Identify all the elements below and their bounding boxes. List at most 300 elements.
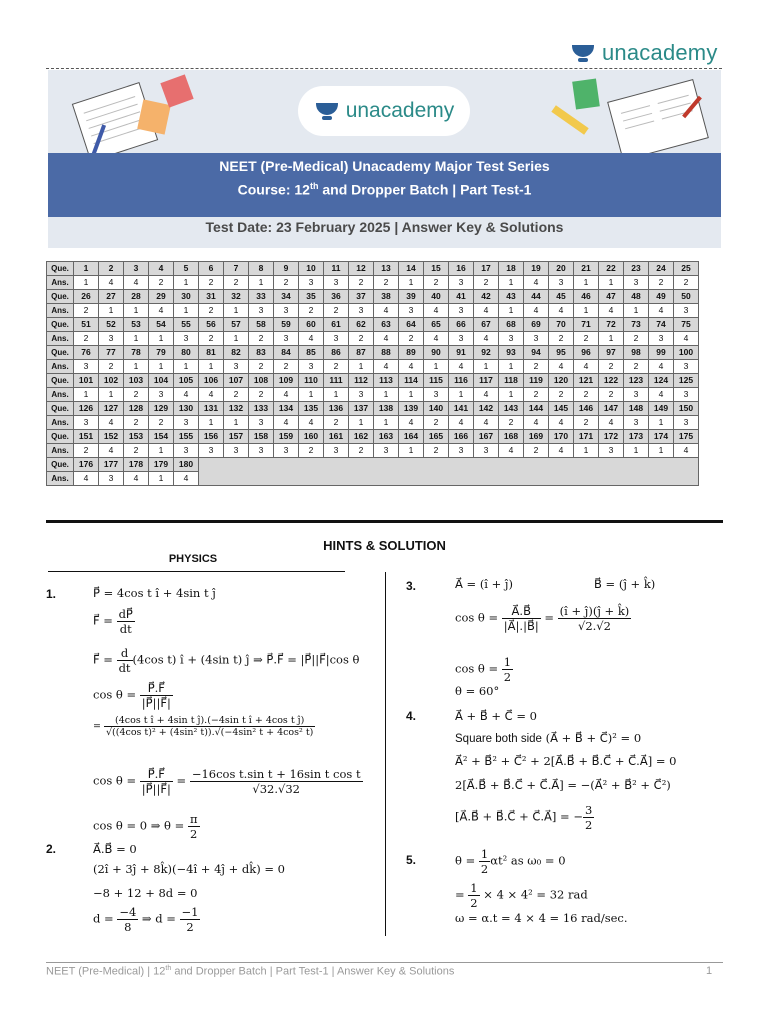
answer-cell: 3 [274, 332, 299, 346]
answer-cell: 2 [524, 388, 549, 402]
solution-line: F⃗ = $\frac{dP⃗}{dt}$ [93, 607, 133, 636]
answer-cell: 3 [224, 444, 249, 458]
question-cell: 68 [499, 318, 524, 332]
answer-cell: 4 [124, 276, 149, 290]
answer-cell: 1 [324, 388, 349, 402]
question-cell: 16 [449, 262, 474, 276]
answer-cell: 4 [199, 388, 224, 402]
question-cell: 75 [674, 318, 699, 332]
solution-line: ω = α.t = 4 × 4 = 16 rad/sec. [455, 911, 628, 925]
solution-line: Square both side (A⃗ + B⃗ + C⃗)² = 0 [455, 731, 642, 745]
question-cell: 13 [374, 262, 399, 276]
question-label: Que. [47, 458, 74, 472]
answer-cell: 2 [324, 360, 349, 374]
question-cell: 98 [624, 346, 649, 360]
answer-cell: 2 [299, 304, 324, 318]
answer-cell: 1 [224, 332, 249, 346]
answer-cell: 3 [674, 416, 699, 430]
question-cell: 15 [424, 262, 449, 276]
solution-line: [A⃗.B⃗ + B⃗.C⃗ + C⃗.A⃗] = − $\frac{3}{2}$ [455, 803, 593, 832]
question-row [47, 402, 699, 416]
answer-cell: 1 [174, 276, 199, 290]
answer-cell: 1 [99, 388, 124, 402]
solution-line: cos θ = $\frac{1}{2}$ [455, 655, 512, 684]
answer-cell: 3 [299, 360, 324, 374]
question-cell: 108 [249, 374, 274, 388]
answer-cell: 1 [649, 416, 674, 430]
answer-cell: 1 [574, 304, 599, 318]
answer-cell: 2 [349, 332, 374, 346]
answer-cell: 3 [449, 304, 474, 318]
answer-cell: 3 [624, 388, 649, 402]
answer-cell: 4 [99, 444, 124, 458]
answer-cell: 2 [299, 444, 324, 458]
question-cell: 103 [124, 374, 149, 388]
question-label: Que. [47, 402, 74, 416]
question-row [47, 430, 699, 444]
question-cell: 71 [574, 318, 599, 332]
answer-cell: 3 [449, 332, 474, 346]
question-cell: 86 [324, 346, 349, 360]
question-cell: 41 [449, 290, 474, 304]
answer-cell: 4 [424, 304, 449, 318]
question-cell: 6 [199, 262, 224, 276]
question-cell: 120 [549, 374, 574, 388]
question-cell: 171 [574, 430, 599, 444]
question-cell: 126 [74, 402, 99, 416]
question-cell: 8 [249, 262, 274, 276]
answer-cell: 2 [74, 444, 99, 458]
answer-row [47, 444, 699, 458]
solution-line: θ = $\frac{1}{2}$ αt² as ω₀ = 0 [455, 847, 566, 876]
question-cell: 21 [574, 262, 599, 276]
answer-cell: 4 [599, 304, 624, 318]
answer-cell: 3 [449, 444, 474, 458]
answer-cell: 1 [574, 276, 599, 290]
answer-cell: 4 [374, 332, 399, 346]
answer-cell: 4 [274, 388, 299, 402]
answer-cell: 3 [174, 416, 199, 430]
answer-row [47, 304, 699, 318]
answer-cell: 2 [649, 276, 674, 290]
question-number: 3. [406, 579, 417, 593]
question-number: 4. [406, 709, 417, 723]
question-cell: 33 [249, 290, 274, 304]
answer-key-table [46, 261, 699, 486]
question-cell: 150 [674, 402, 699, 416]
answer-cell: 3 [349, 304, 374, 318]
question-cell: 174 [649, 430, 674, 444]
question-cell: 40 [424, 290, 449, 304]
question-cell: 34 [274, 290, 299, 304]
answer-cell: 2 [574, 388, 599, 402]
question-cell: 19 [524, 262, 549, 276]
question-cell: 135 [299, 402, 324, 416]
answer-cell: 4 [549, 360, 574, 374]
answer-cell: 4 [299, 332, 324, 346]
test-date: Test Date: 23 February 2025 | Answer Key & Solutions [205, 219, 564, 235]
question-cell: 96 [574, 346, 599, 360]
question-cell: 95 [549, 346, 574, 360]
solution-line: d = $\frac{-4}{8}$ ⇒ d = $\frac{-1}{2}$ [93, 905, 199, 934]
answer-cell: 2 [199, 304, 224, 318]
solution-line: = $\frac{\text{(4cos t î + 4sin t ĵ).(−4sin t î + 4cos t ĵ)}}{\text{√((4cos t)² + (4sin² t)).√(−4sin² t + 4cos² t)}}$ [93, 715, 314, 738]
answer-cell: 4 [649, 360, 674, 374]
answer-cell: 1 [424, 360, 449, 374]
answer-cell: 2 [524, 360, 549, 374]
answer-cell: 4 [99, 416, 124, 430]
question-cell: 55 [174, 318, 199, 332]
answer-cell: 4 [374, 360, 399, 374]
question-cell: 59 [274, 318, 299, 332]
answer-cell: 1 [599, 332, 624, 346]
question-cell: 30 [174, 290, 199, 304]
question-cell: 169 [524, 430, 549, 444]
question-cell: 90 [424, 346, 449, 360]
answer-cell: 3 [224, 360, 249, 374]
answer-cell: 2 [424, 276, 449, 290]
answer-cell: 3 [249, 444, 274, 458]
question-label: Que. [47, 374, 74, 388]
answer-cell: 4 [549, 304, 574, 318]
answer-cell: 3 [424, 388, 449, 402]
question-cell: 145 [549, 402, 574, 416]
answer-cell: 3 [199, 444, 224, 458]
answer-cell: 4 [649, 388, 674, 402]
answer-cell: 1 [624, 304, 649, 318]
answer-cell: 3 [174, 444, 199, 458]
question-cell: 148 [624, 402, 649, 416]
empty-cell [199, 458, 699, 486]
answer-cell: 3 [549, 276, 574, 290]
solution-line: P⃗ = 4cos t î + 4sin t ĵ [93, 586, 216, 600]
question-cell: 56 [199, 318, 224, 332]
question-cell: 180 [174, 458, 199, 472]
answer-cell: 1 [74, 388, 99, 402]
question-cell: 157 [224, 430, 249, 444]
question-cell: 1 [74, 262, 99, 276]
answer-cell: 1 [399, 444, 424, 458]
question-cell: 122 [599, 374, 624, 388]
question-cell: 17 [474, 262, 499, 276]
answer-cell: 3 [674, 360, 699, 374]
footer-text: NEET (Pre-Medical) | 12th and Dropper Batch | Part Test-1 | Answer Key & Solutions [46, 965, 455, 978]
question-label: Que. [47, 290, 74, 304]
question-cell: 161 [324, 430, 349, 444]
question-cell: 44 [524, 290, 549, 304]
answer-cell: 1 [224, 416, 249, 430]
unacademy-logo-icon [570, 43, 596, 63]
question-cell: 69 [524, 318, 549, 332]
answer-label: Ans. [47, 332, 74, 346]
question-cell: 130 [174, 402, 199, 416]
question-cell: 102 [99, 374, 124, 388]
question-cell: 37 [349, 290, 374, 304]
answer-cell: 1 [299, 388, 324, 402]
answer-cell: 4 [274, 416, 299, 430]
question-label: Que. [47, 262, 74, 276]
answer-cell: 1 [199, 416, 224, 430]
question-cell: 42 [474, 290, 499, 304]
answer-cell: 2 [149, 416, 174, 430]
answer-cell: 4 [599, 416, 624, 430]
question-cell: 93 [499, 346, 524, 360]
answer-row [47, 276, 699, 290]
question-cell: 147 [599, 402, 624, 416]
answer-cell: 1 [124, 304, 149, 318]
answer-cell: 1 [149, 360, 174, 374]
answer-cell: 1 [374, 388, 399, 402]
answer-cell: 4 [524, 304, 549, 318]
question-cell: 155 [174, 430, 199, 444]
answer-cell: 3 [624, 416, 649, 430]
answer-cell: 1 [149, 472, 174, 486]
question-cell: 85 [299, 346, 324, 360]
answer-label: Ans. [47, 444, 74, 458]
answer-cell: 4 [374, 304, 399, 318]
question-cell: 109 [274, 374, 299, 388]
question-cell: 54 [149, 318, 174, 332]
question-cell: 113 [374, 374, 399, 388]
question-label: Que. [47, 346, 74, 360]
answer-label: Ans. [47, 416, 74, 430]
question-cell: 72 [599, 318, 624, 332]
question-cell: 111 [324, 374, 349, 388]
answer-row [47, 360, 699, 374]
answer-cell: 1 [474, 360, 499, 374]
answer-cell: 2 [74, 304, 99, 318]
question-cell: 38 [374, 290, 399, 304]
answer-cell: 2 [424, 444, 449, 458]
question-cell: 27 [99, 290, 124, 304]
course-title: Course: 12th and Dropper Batch | Part Test-1 [237, 181, 532, 198]
answer-cell: 1 [574, 444, 599, 458]
answer-cell: 4 [674, 444, 699, 458]
question-number: 1. [46, 587, 57, 601]
question-cell: 65 [424, 318, 449, 332]
question-cell: 78 [124, 346, 149, 360]
answer-cell: 3 [524, 332, 549, 346]
answer-cell: 1 [99, 304, 124, 318]
question-cell: 163 [374, 430, 399, 444]
answer-label: Ans. [47, 276, 74, 290]
answer-cell: 4 [649, 304, 674, 318]
answer-cell: 1 [449, 388, 474, 402]
answer-cell: 2 [574, 332, 599, 346]
answer-cell: 1 [174, 360, 199, 374]
question-cell: 43 [499, 290, 524, 304]
question-cell: 140 [424, 402, 449, 416]
answer-cell: 3 [349, 388, 374, 402]
answer-cell: 1 [499, 276, 524, 290]
question-cell: 116 [449, 374, 474, 388]
answer-cell: 3 [674, 304, 699, 318]
question-cell: 28 [124, 290, 149, 304]
question-cell: 73 [624, 318, 649, 332]
question-cell: 167 [474, 430, 499, 444]
question-cell: 29 [149, 290, 174, 304]
question-number: 5. [406, 853, 417, 867]
page-number: 1 [706, 965, 713, 977]
question-cell: 49 [649, 290, 674, 304]
answer-cell: 3 [324, 444, 349, 458]
column-divider [385, 572, 386, 936]
answer-cell: 2 [624, 332, 649, 346]
answer-cell: 2 [324, 304, 349, 318]
subject-underline [48, 571, 345, 572]
answer-cell: 2 [424, 416, 449, 430]
question-cell: 39 [399, 290, 424, 304]
answer-cell: 1 [199, 360, 224, 374]
answer-cell: 1 [174, 304, 199, 318]
answer-cell: 3 [249, 304, 274, 318]
question-cell: 132 [224, 402, 249, 416]
question-row [47, 318, 699, 332]
answer-cell: 1 [349, 416, 374, 430]
answer-cell: 4 [449, 360, 474, 374]
question-cell: 99 [649, 346, 674, 360]
question-cell: 79 [149, 346, 174, 360]
solution-line: −8 + 12 + 8d = 0 [93, 886, 198, 900]
question-row [47, 346, 699, 360]
answer-cell: 2 [349, 444, 374, 458]
question-cell: 70 [549, 318, 574, 332]
solution-line: cos θ = 0 ⇒ θ = $\frac{\pi}{2}$ [93, 812, 198, 841]
answer-row [47, 332, 699, 346]
banner-logo [298, 86, 470, 136]
question-cell: 115 [424, 374, 449, 388]
question-cell: 156 [199, 430, 224, 444]
answer-cell: 1 [599, 276, 624, 290]
section-divider [46, 520, 723, 523]
answer-cell: 4 [524, 416, 549, 430]
answer-cell: 2 [399, 332, 424, 346]
answer-cell: 1 [624, 444, 649, 458]
answer-cell: 4 [174, 472, 199, 486]
answer-cell: 2 [199, 332, 224, 346]
answer-cell: 2 [99, 360, 124, 374]
question-cell: 74 [649, 318, 674, 332]
solution-line: = $\frac{1}{2}$ × 4 × 4² = 32 rad [455, 881, 588, 910]
solution-line: θ = 60° [455, 684, 500, 698]
question-cell: 117 [474, 374, 499, 388]
question-cell: 35 [299, 290, 324, 304]
answer-cell: 3 [474, 444, 499, 458]
question-cell: 62 [349, 318, 374, 332]
question-cell: 20 [549, 262, 574, 276]
answer-cell: 3 [624, 276, 649, 290]
answer-cell: 4 [74, 472, 99, 486]
question-cell: 104 [149, 374, 174, 388]
question-cell: 176 [74, 458, 99, 472]
brand-logo [570, 40, 718, 66]
question-cell: 80 [174, 346, 199, 360]
answer-cell: 3 [299, 276, 324, 290]
question-row [47, 290, 699, 304]
answer-cell: 2 [549, 332, 574, 346]
question-cell: 47 [599, 290, 624, 304]
top-divider [46, 68, 722, 69]
answer-cell: 4 [549, 444, 574, 458]
question-cell: 91 [449, 346, 474, 360]
banner-brand-name: unacademy [345, 99, 455, 122]
question-cell: 107 [224, 374, 249, 388]
answer-cell: 1 [499, 388, 524, 402]
question-cell: 139 [399, 402, 424, 416]
question-cell: 143 [499, 402, 524, 416]
question-cell: 133 [249, 402, 274, 416]
answer-cell: 1 [649, 444, 674, 458]
answer-cell: 2 [499, 416, 524, 430]
question-cell: 106 [199, 374, 224, 388]
question-cell: 89 [399, 346, 424, 360]
question-cell: 9 [274, 262, 299, 276]
solution-line: F⃗ = $\frac{d}{dt}$ (4cos t) î + (4sin t) ĵ ⇒ P⃗.F⃗ = |P⃗||F⃗|cos θ [93, 646, 360, 675]
question-cell: 142 [474, 402, 499, 416]
question-cell: 166 [449, 430, 474, 444]
answer-cell: 2 [124, 416, 149, 430]
subject-heading: PHYSICS [168, 553, 218, 565]
question-cell: 144 [524, 402, 549, 416]
solution-line: A⃗² + B⃗² + C⃗² + 2[A⃗.B⃗ + B⃗.C⃗ + C⃗.A⃗] = 0 [455, 754, 677, 768]
question-cell: 168 [499, 430, 524, 444]
question-cell: 134 [274, 402, 299, 416]
question-cell: 151 [74, 430, 99, 444]
question-cell: 64 [399, 318, 424, 332]
answer-cell: 2 [374, 276, 399, 290]
answer-cell: 2 [349, 276, 374, 290]
question-cell: 63 [374, 318, 399, 332]
question-cell: 7 [224, 262, 249, 276]
question-cell: 25 [674, 262, 699, 276]
question-cell: 137 [349, 402, 374, 416]
answer-cell: 2 [274, 360, 299, 374]
question-row [47, 458, 699, 472]
answer-cell: 2 [549, 388, 574, 402]
question-cell: 18 [499, 262, 524, 276]
question-cell: 45 [549, 290, 574, 304]
answer-cell: 2 [574, 416, 599, 430]
answer-cell: 4 [149, 304, 174, 318]
question-cell: 112 [349, 374, 374, 388]
answer-cell: 4 [399, 360, 424, 374]
question-cell: 31 [199, 290, 224, 304]
answer-row [47, 416, 699, 430]
answer-cell: 3 [274, 304, 299, 318]
answer-cell: 3 [599, 444, 624, 458]
question-cell: 124 [649, 374, 674, 388]
question-cell: 149 [649, 402, 674, 416]
question-cell: 92 [474, 346, 499, 360]
answer-cell: 3 [274, 444, 299, 458]
answer-cell: 2 [249, 360, 274, 374]
question-cell: 22 [599, 262, 624, 276]
answer-cell: 3 [174, 332, 199, 346]
answer-cell: 4 [574, 360, 599, 374]
series-title: NEET (Pre-Medical) Unacademy Major Test Series [219, 158, 550, 174]
answer-cell: 2 [674, 276, 699, 290]
solution-line: cos θ = $\frac{P⃗.F⃗}{|P⃗||F⃗|}$ [93, 681, 171, 710]
answer-cell: 4 [99, 276, 124, 290]
answer-cell: 1 [249, 276, 274, 290]
answer-cell: 1 [399, 388, 424, 402]
answer-cell: 4 [449, 416, 474, 430]
solution-line: A⃗.B⃗ = 0 [93, 842, 137, 856]
footer-divider [46, 962, 723, 963]
question-cell: 123 [624, 374, 649, 388]
question-cell: 14 [399, 262, 424, 276]
question-cell: 105 [174, 374, 199, 388]
